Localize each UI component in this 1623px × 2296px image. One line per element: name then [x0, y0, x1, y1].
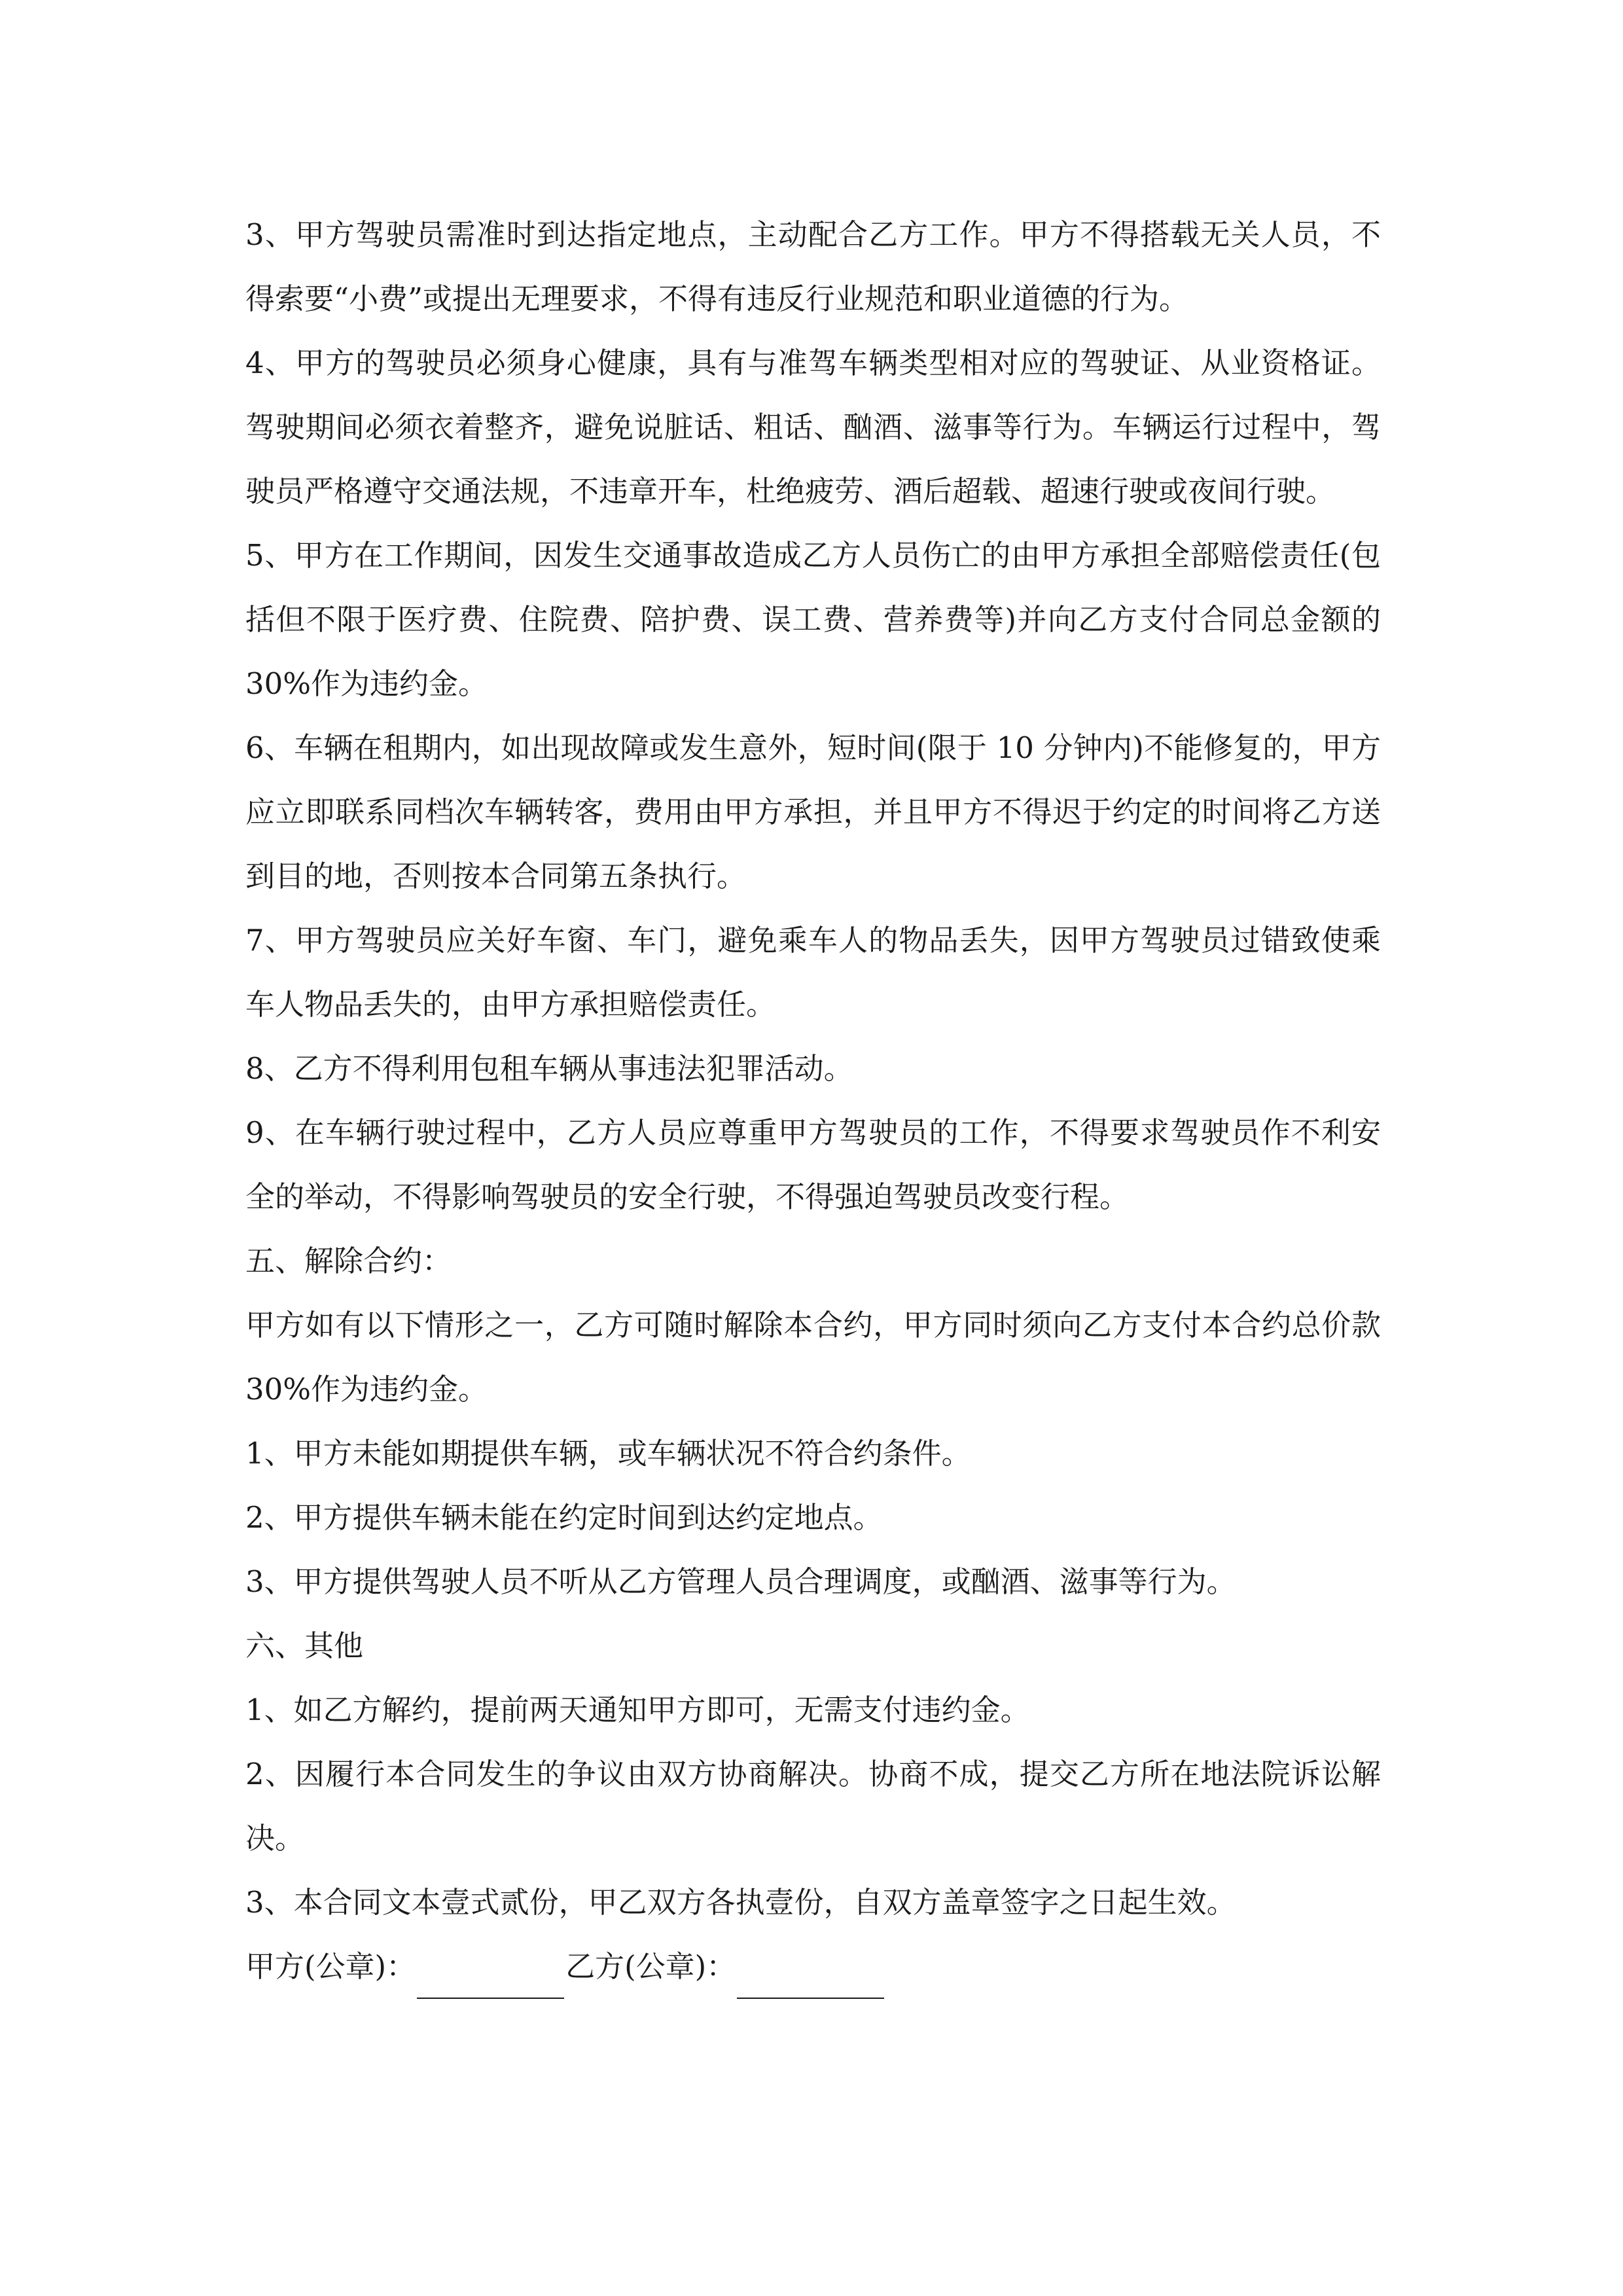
termination-item-3: 3、甲方提供驾驶人员不听从乙方管理人员合理调度，或酗酒、滋事等行为。 [245, 1564, 1236, 1599]
clause-4-4: 4、甲方的驾驶员必须身心健康，具有与准驾车辆类型相对应的驾驶证、从业资格证。驾驶期间必须衣着整齐，避免说脏话、粗话、酗酒、滋事等行为。车辆运行过程中，驾驶员严格遵守交通法规，不违章开车，杜绝疲劳、酒后超载、超速行驶或夜间行驶。 [245, 346, 1381, 509]
other-item-2: 2、因履行本合同发生的争议由双方协商解决。协商不成，提交乙方所在地法院诉讼解决。 [245, 1757, 1381, 1856]
signature-line [245, 1935, 1381, 1999]
termination-item-2: 2、甲方提供车辆未能在约定时间到达约定地点。 [245, 1500, 883, 1535]
party-a-seal-label: 甲方(公章)： [245, 1949, 416, 1984]
clause-4-6: 6、车辆在租期内，如出现故障或发生意外，短时间(限于 10 分钟内)不能修复的，甲方应立即联系同档次车辆转客，费用由甲方承担，并且甲方不得迟于约定的时间将乙方送到目的地，否则按本合同第五条执行。 [245, 730, 1381, 893]
party-b-seal-label: 乙方(公章)： [565, 1949, 736, 1984]
contract-body [245, 203, 1381, 1999]
section-heading-other: 六、其他 [245, 1628, 364, 1663]
termination-item-1: 1、甲方未能如期提供车辆，或车辆状况不符合约条件。 [245, 1436, 971, 1471]
clause-4-5: 5、甲方在工作期间，因发生交通事故造成乙方人员伤亡的由甲方承担全部赔偿责任(包括但不限于医疗费、住院费、陪护费、误工费、营养费等)并向乙方支付合同总金额的 30%作为违约金。 [245, 538, 1381, 701]
party-a-seal-blank[interactable] [417, 1958, 564, 1999]
termination-intro: 甲方如有以下情形之一，乙方可随时解除本合约，甲方同时须向乙方支付本合约总价款 30%作为违约金。 [245, 1308, 1381, 1407]
other-item-3: 3、本合同文本壹式贰份，甲乙双方各执壹份，自双方盖章签字之日起生效。 [245, 1885, 1236, 1920]
party-b-seal-blank[interactable] [737, 1958, 884, 1999]
clause-4-9: 9、在车辆行驶过程中，乙方人员应尊重甲方驾驶员的工作，不得要求驾驶员作不利安全的举动，不得影响驾驶员的安全行驶，不得强迫驾驶员改变行程。 [245, 1115, 1381, 1214]
clause-4-7: 7、甲方驾驶员应关好车窗、车门，避免乘车人的物品丢失，因甲方驾驶员过错致使乘车人物品丢失的，由甲方承担赔偿责任。 [245, 923, 1381, 1022]
section-heading-termination: 五、解除合约： [245, 1244, 452, 1278]
clause-4-8: 8、乙方不得利用包租车辆从事违法犯罪活动。 [245, 1051, 853, 1086]
clause-4-3: 3、甲方驾驶员需准时到达指定地点，主动配合乙方工作。甲方不得搭载无关人员，不得索要“小费”或提出无理要求，不得有违反行业规范和职业道德的行为。 [245, 217, 1381, 316]
other-item-1: 1、如乙方解约，提前两天通知甲方即可，无需支付违约金。 [245, 1693, 1030, 1727]
